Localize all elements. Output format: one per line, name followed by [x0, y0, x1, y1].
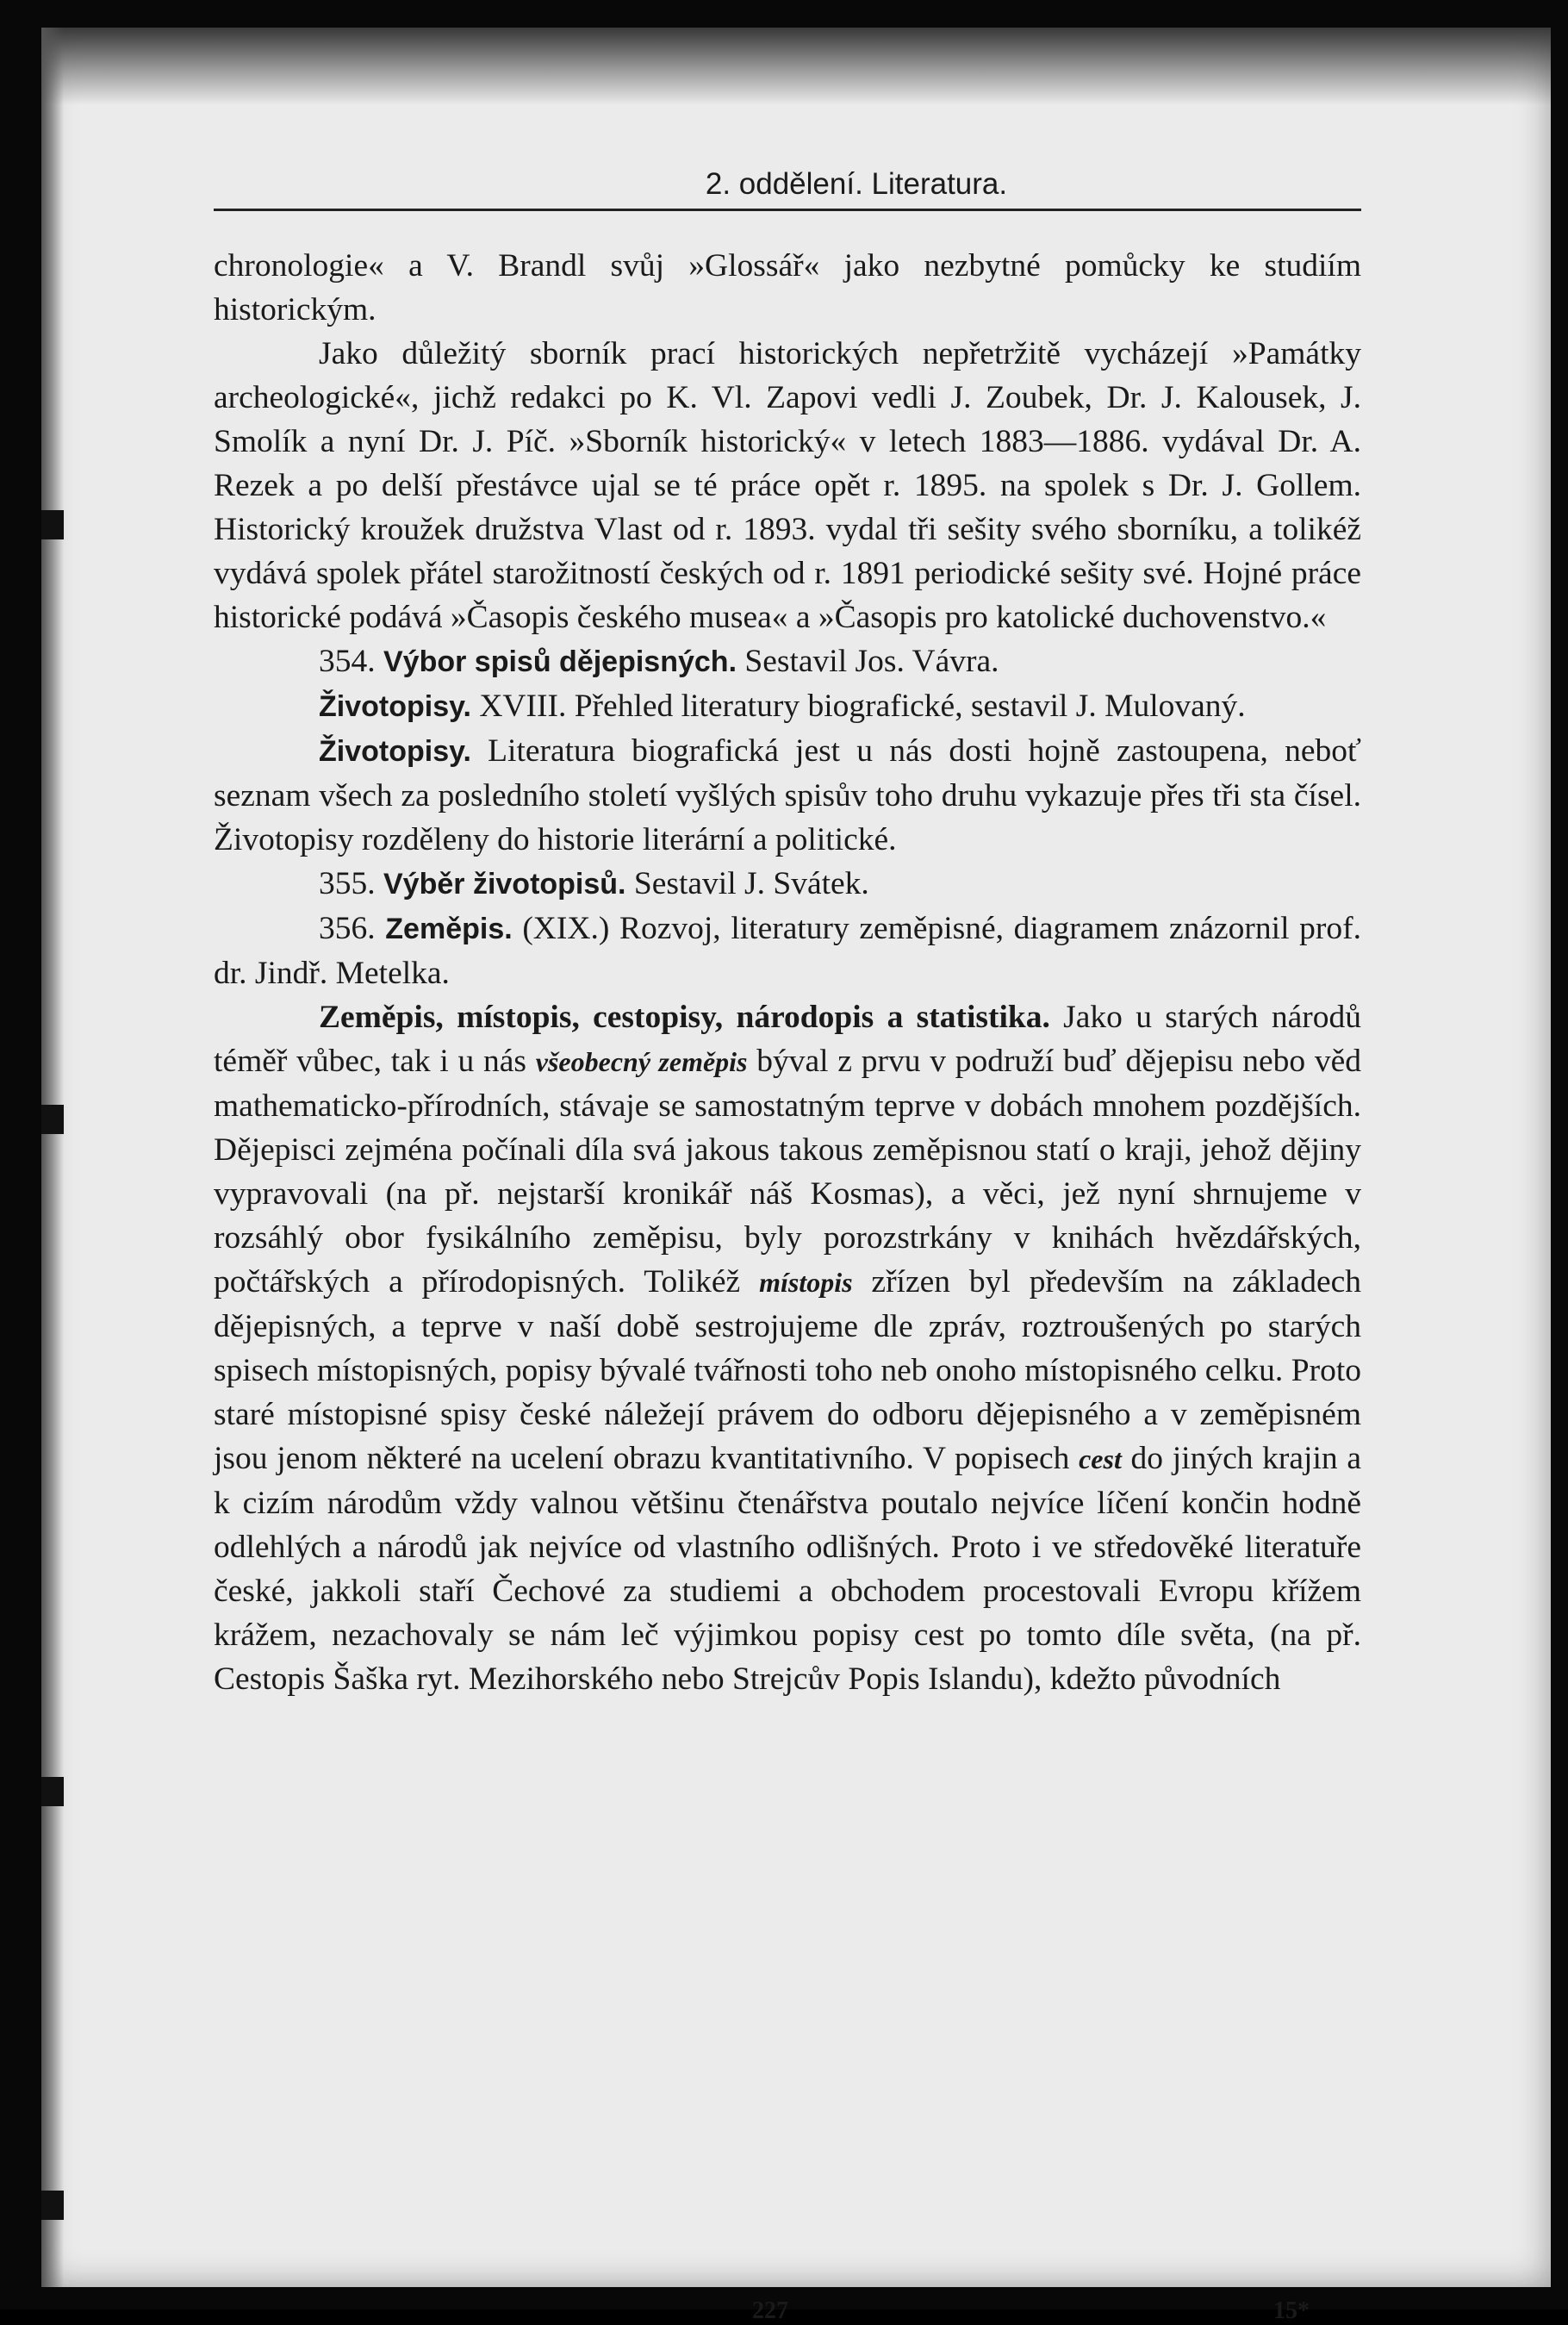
binding-mark — [41, 2191, 64, 2220]
entry-title: Výběr životopisů. — [383, 868, 626, 901]
entry-text: XVIII. Přehled literatury biografické, sestavil J. Mulovaný. — [470, 689, 1246, 724]
section-title: Životopisy. — [319, 735, 471, 768]
entry-text: (XIX.) Rozvoj, literatury zeměpisné, diagramem znázornil prof. dr. Jindř. Metelka. — [214, 911, 1362, 991]
entry-text: Sestavil Jos. Vávra. — [737, 644, 999, 679]
section-title: Zeměpis, místopis, cestopisy, národopis a statistika. — [319, 1000, 1050, 1035]
paragraph-sborniky: Jako důležitý sborník prací historických nepřetržitě vycházejí »Památky archeologické«, jichž redakci po K. Vl. Zapovi vedli J. Zoubek, Dr. J. Kalousek, J. Smolík a nyní Dr. J. Píč. »Sborník historický« v letech 1883—1886. vydával Dr. A. Rezek a po delší přestávce ujal se té práce opět r. 1895. na spolek s Dr. J. Gollem. Historický kroužek družstva Vlast od r. 1893. vydal tři sešity svého sborníku, a tolikéž vydává spolek přátel starožitností českých od r. 1891 periodické sešity své. Hojné práce historické podává »Časopis českého musea« a »Časopis pro katolické duchovenstvo.« — [214, 336, 1361, 635]
section-text: býval z prvu v podruží buď dějepisu nebo věd mathematicko-přírodních, stávaje se samostatným teprve v dobách mnohem pozdějších. Dějepisci zejména počínali díla svá jakous takous zeměpisnou statí o kraji, jehož dějiny vypravovali (na př. nejstarší kronikář náš Kosmas), a věci, jež nyní shrnujeme v rozsáhlý obor fysikálního zeměpisu, byly porozstrkány v knihách hvězdářských, počtářských a přírodopisných. Tolikéž — [214, 1044, 1362, 1300]
emphasis-term: cest — [1079, 1443, 1122, 1474]
header-title: 2. oddělení. Literatura. — [705, 167, 1008, 201]
entry-number: 356. — [319, 911, 376, 946]
book-page — [41, 28, 1551, 2324]
section-text: Jako u starých národů téměř vůbec, tak i u nás — [214, 1000, 1361, 1079]
running-header — [214, 167, 1361, 211]
entry-title: Životopisy. — [319, 690, 471, 723]
binding-mark — [41, 1777, 64, 1806]
entry-number: 355. — [319, 866, 376, 901]
entry-title: Výbor spisů dějepisných. — [383, 645, 737, 678]
entry-355 — [214, 862, 1361, 907]
entry-356 — [214, 907, 1361, 995]
emphasis-term: všeobecný zeměpis — [535, 1046, 748, 1077]
page-binding-shadow — [41, 28, 64, 2287]
page-number: 227 — [752, 2297, 788, 2324]
signature-mark: 15* — [1273, 2297, 1310, 2324]
paragraph-chronologie: chronologie« a V. Brandl svůj »Glossář« jako nezbytné pomůcky ke studiím historickým. — [214, 248, 1361, 327]
section-text: Literatura biografická jest u nás dosti hojně zastoupena, neboť seznam všech za posledního století vyšlých spisův toho druhu vykazuje přes tři sta čísel. Životopisy rozděleny do historie literární a politické. — [214, 733, 1361, 857]
page-top-shadow — [41, 28, 1551, 105]
page-content — [214, 167, 1362, 2324]
entry-zivotopisy-xviii — [214, 684, 1361, 729]
entry-354 — [214, 639, 1361, 684]
paragraph-zemepis — [214, 995, 1361, 1701]
binding-mark — [41, 1105, 64, 1134]
binding-mark — [41, 510, 64, 539]
section-text: zřízen byl především na základech dějepisných, a teprve v naší době sestrojujeme dle zpráv, roztroušených po starých spisech místopisných, popisy bývalé tvářnosti toho neb onoho místopisného celku. Proto staré místopisné spisy české náležejí právem do odboru dějepisného a v zeměpisném jsou jenom některé na ucelení obrazu kvantitativního. V popisech — [214, 1264, 1361, 1476]
paragraph-zivotopisy — [214, 729, 1361, 862]
entry-title: Zeměpis. — [385, 913, 513, 945]
entry-number: 354. — [319, 644, 376, 679]
entry-text: Sestavil J. Svátek. — [625, 866, 869, 901]
section-text: do jiných krajin a k cizím národům vždy valnou většinu čtenářstva poutalo nejvíce líčení končin hodně odlehlých a národů jak nejvíce od vlastního odlišných. Proto i ve středověké literatuře české, jakkoli staří Čechové za studiemi a obchodem procestovali Evropu křížem krážem, nezachovaly se nám leč výjimkou popisy cest po tomto díle světa, (na př. Cestopis Šaška ryt. Mezihorského nebo Strejcův Popis Islandu), kdežto původních — [214, 1441, 1361, 1697]
emphasis-term: místopis — [759, 1267, 853, 1298]
